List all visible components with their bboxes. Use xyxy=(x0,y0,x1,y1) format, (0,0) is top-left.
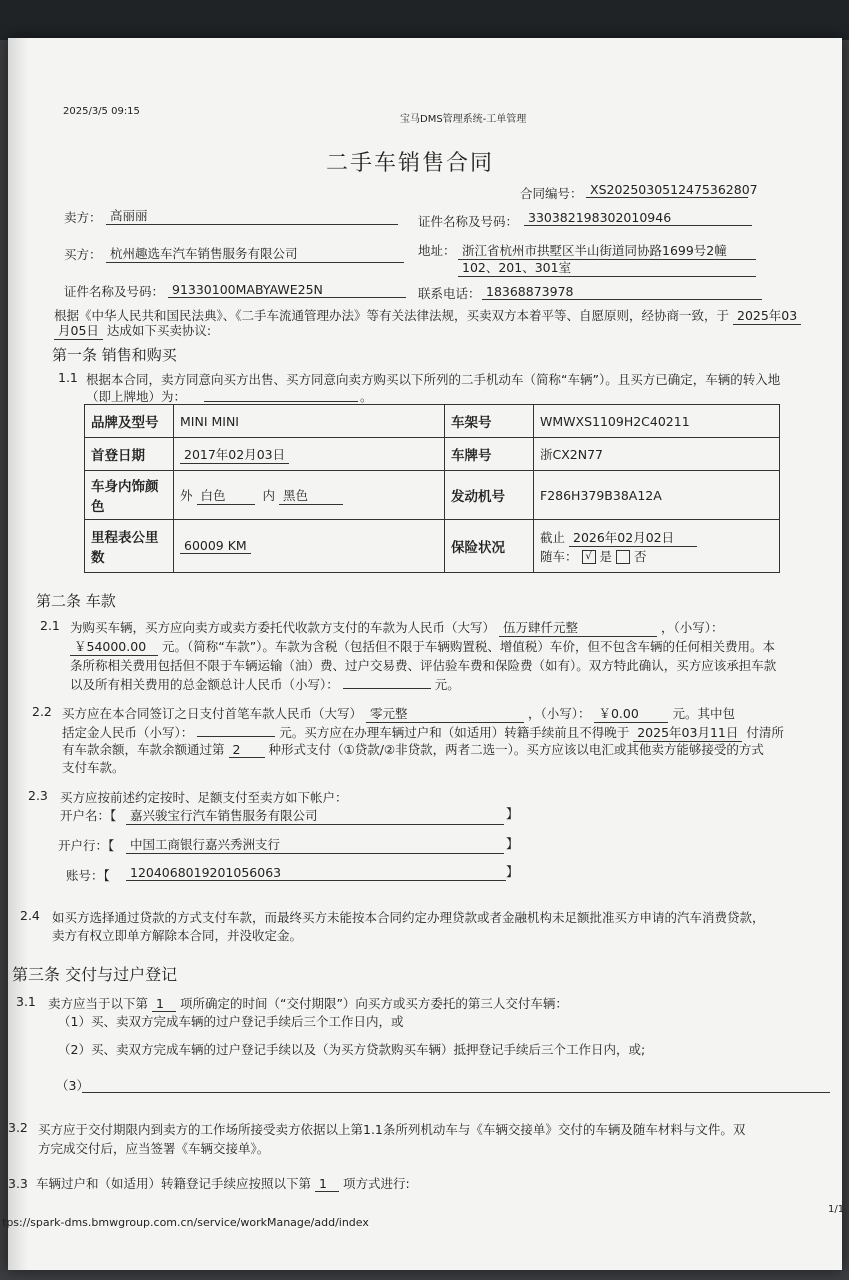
table-row xyxy=(85,438,780,471)
clause-2-2-a: 买方应在本合同签订之日支付首笔车款人民币（大写） xyxy=(62,706,363,721)
seller-id: 330382198302010946 xyxy=(524,210,752,226)
insurance-date: 2026年02月02日 xyxy=(569,528,697,547)
buyer-label: 买方： xyxy=(64,247,102,262)
account-no-label: 账号：【 xyxy=(66,868,110,883)
clause-2-2-line1 xyxy=(62,704,735,723)
exterior-color: 白色 xyxy=(197,486,255,505)
reg-date-cell xyxy=(174,438,445,471)
account-name: 嘉兴骏宝行汽车销售服务有限公司 xyxy=(126,806,504,825)
clause-2-3-no: 2.3 xyxy=(28,788,48,803)
transfer-option: 1 xyxy=(315,1176,339,1192)
clause-3-1-line1 xyxy=(48,994,568,1012)
interior-prefix: 内 xyxy=(262,487,275,503)
clause-3-1-no: 3.1 xyxy=(16,994,36,1009)
reg-date-label: 首登日期 xyxy=(85,438,174,471)
checkbox-no xyxy=(616,550,630,564)
phone: 18368873978 xyxy=(482,284,762,300)
article1-title: 第一条 销售和购买 xyxy=(52,346,177,364)
clause-1-1-end: 。 xyxy=(360,389,373,404)
system-title: 宝马DMS管理系统-工单管理 xyxy=(400,114,527,125)
clause-3-2-b: 方完成交付后，应当签署《车辆交接单》。 xyxy=(38,1141,270,1156)
engine-value: F286H379B38A12A xyxy=(534,471,780,520)
color-cell xyxy=(174,471,445,520)
clause-3-3-line xyxy=(36,1174,410,1192)
clause-2-2-b: 括定金人民币（小写）： xyxy=(62,725,194,740)
bracket-close: 】 xyxy=(506,836,519,851)
bracket-close: 】 xyxy=(506,864,519,879)
vin-label: 车架号 xyxy=(445,405,534,438)
article3-title: 第三条 交付与过户登记 xyxy=(12,965,178,984)
registration-place-blank xyxy=(204,387,358,402)
clause-2-1-d: 以及所有相关费用的总金额总计人民币（小写）： xyxy=(70,677,339,692)
clause-3-1-b: 项所确定的时间（“交付期限”）向买方或买方委托的第三人交付车辆： xyxy=(179,996,568,1011)
plate-label: 车牌号 xyxy=(445,438,534,471)
insurance-label: 保险状况 xyxy=(445,520,534,573)
delivery-option-3: （3） xyxy=(56,1078,89,1093)
print-datetime: 2025/3/5 09:15 xyxy=(63,106,140,117)
plate-value: 浙CX2N77 xyxy=(534,438,780,471)
with-car-label: 随车： xyxy=(540,548,578,564)
interior-color: 黑色 xyxy=(279,486,343,505)
clause-2-2-line3 xyxy=(62,740,764,758)
table-row xyxy=(85,405,780,438)
clause-2-4-a: 如买方选择通过贷款的方式支付车款，而最终买方未能按本合同约定办理贷款或者金融机构未足额批准买方申请的汽车消费贷款， xyxy=(52,910,765,925)
footer-url: tps://spark-dms.bmwgroup.com.cn/service/workManage/add/index xyxy=(2,1216,369,1229)
brand-label: 品牌及型号 xyxy=(85,405,174,438)
clause-3-1-a: 卖方应当于以下第 xyxy=(48,996,149,1011)
clause-2-2-no: 2.2 xyxy=(32,704,52,719)
phone-label: 联系电话： xyxy=(418,286,481,301)
clause-1-1-line1: 根据本合同，卖方同意向买方出售、买方同意向卖方购买以下所列的二手机动车（简称“车辆”）。且买方已确定，车辆的转入地 xyxy=(86,372,781,387)
preamble-end: 达成如下买卖协议: xyxy=(106,323,212,338)
clause-2-1-small: ，（小写）： xyxy=(660,620,724,635)
buyer-id: 91330100MABYAWE25N xyxy=(168,282,406,298)
clause-2-1-line2 xyxy=(70,637,775,656)
color-label: 车身内饰颜色 xyxy=(85,471,174,520)
first-payment-amount: ￥0.00 xyxy=(594,704,668,723)
clause-2-2-c2: 种形式支付（①贷款/②非贷款，两者二选一）。买方应该以电汇或其他卖方能够接受的方式 xyxy=(268,742,764,757)
preamble-line2 xyxy=(54,321,211,340)
mileage-cell xyxy=(174,520,445,573)
buyer-name: 杭州趣选车汽车销售服务有限公司 xyxy=(106,244,404,263)
yes-label: 是 xyxy=(599,548,612,564)
footer-page: 1/1 xyxy=(828,1204,845,1215)
clause-2-3-a: 买方应按前述约定按时、足额支付至卖方如下帐户： xyxy=(60,790,348,805)
clause-2-1-line4 xyxy=(70,674,460,693)
engine-label: 发动机号 xyxy=(445,471,534,520)
clause-3-2-a: 买方应于交付期限内到卖方的工作场所接受卖方依据以上第1.1条所列机动车与《车辆交接单》交付的车辆及随车材料与文件。双 xyxy=(38,1122,746,1137)
document-title: 二手车销售合同 xyxy=(326,151,495,176)
clause-2-2-b3: 付清所 xyxy=(746,725,784,740)
vehicle-table xyxy=(84,404,780,573)
contract-no: XS2025030512475362807 xyxy=(586,182,748,198)
clause-2-4-b: 卖方有权立即单方解除本合同，并没收定金。 xyxy=(52,928,303,943)
mileage-label: 里程表公里数 xyxy=(85,520,174,573)
clause-2-1-text: 为购买车辆，买方应向卖方或卖方委托代收款方支付的车款为人民币（大写） xyxy=(70,620,496,635)
total-amount-blank xyxy=(343,674,431,689)
address-line1: 浙江省杭州市拱墅区半山街道同协路1699号2幢 xyxy=(458,241,756,260)
clause-2-1-c: 条所称相关费用包括但不限于车辆运输（油）费、过户交易费、评估验车费和保险费（如有）。双方特此确认，买方应该承担车款 xyxy=(70,658,777,673)
insurance-cell xyxy=(534,520,780,573)
delivery-option-1: （1）买、卖双方完成车辆的过户登记手续后三个工作日内，或 xyxy=(58,1014,404,1029)
checkbox-yes: √ xyxy=(582,550,596,564)
clause-1-1-no: 1.1 xyxy=(58,370,78,385)
address-label: 地址： xyxy=(418,243,456,258)
clause-3-3-a: 车辆过户和（如适用）转籍登记手续应按照以下第 xyxy=(36,1176,312,1191)
clause-2-1-end: 元。 xyxy=(434,677,460,692)
article2-title: 第二条 车款 xyxy=(36,592,116,610)
no-label: 否 xyxy=(633,548,647,564)
delivery-option-2: （2）买、卖双方完成车辆的过户登记手续以及（为买方贷款购买车辆）抵押登记手续后三个工作日内，或; xyxy=(58,1042,646,1057)
preamble-date2: 月05日 xyxy=(54,321,103,340)
seller-id-label: 证件名称及号码： xyxy=(418,214,519,229)
account-bank: 中国工商银行嘉兴秀洲支行 xyxy=(126,835,504,854)
clause-1-1-line2: （即上牌地）为： xyxy=(86,389,187,404)
clause-2-2-c: 有车款余额，车款余额通过第 xyxy=(62,742,225,757)
insurance-prefix: 截止 xyxy=(540,529,566,545)
table-row xyxy=(85,471,780,520)
clause-2-2-line2 xyxy=(62,722,784,742)
address-line2: 102、201、301室 xyxy=(458,258,756,277)
clause-2-2-b2: 元。买方应在办理车辆过户和（如适用）转籍手续前且不得晚于 xyxy=(279,725,630,740)
clause-2-2-d: 支付车款。 xyxy=(62,760,125,775)
account-name-label: 开户名：【 xyxy=(60,808,117,823)
account-no: 1204068019201056063 xyxy=(126,865,506,881)
clause-2-2-a2: 元。其中包 xyxy=(672,706,735,721)
clause-2-1-b: 元。（简称“车款”）。车款为含税（包括但不限于车辆购置税、增值税）车价，但不包含车辆的任何相关费用。本 xyxy=(161,639,775,654)
clause-3-3-no: 3.3 xyxy=(8,1176,28,1191)
deposit-blank xyxy=(197,722,275,737)
clause-2-1-line1 xyxy=(70,618,724,637)
payment-method: 2 xyxy=(229,742,265,758)
mileage-value: 60009 KM xyxy=(180,538,251,554)
buyer-id-label: 证件名称及号码： xyxy=(64,284,165,299)
desk-background xyxy=(0,0,849,40)
delivery-option: 1 xyxy=(152,996,176,1012)
reg-date-value: 2017年02月03日 xyxy=(180,445,289,464)
clause-2-2-small: ，（小写）： xyxy=(527,706,591,721)
seller-name: 高丽丽 xyxy=(106,206,398,225)
price-uppercase: 伍万肆仟元整 xyxy=(499,618,657,637)
preamble-text: 根据《中华人民共和国民法典》、《二手车流通管理办法》等有关法律法规，买卖双方本着平等、自愿原则，经协商一致，于 xyxy=(54,308,730,323)
brand-value: MINI MINI xyxy=(174,405,445,438)
preamble-date: 2025年03 xyxy=(733,306,801,325)
delivery-option-3-blank xyxy=(82,1078,830,1093)
clause-3-3-b: 项方式进行: xyxy=(342,1176,410,1191)
account-bank-label: 开户行：【 xyxy=(58,838,115,853)
clause-2-4-no: 2.4 xyxy=(20,908,40,923)
vin-value: WMWXS1109H2C40211 xyxy=(534,405,780,438)
contract-no-label: 合同编号： xyxy=(520,186,583,201)
clause-2-1-no: 2.1 xyxy=(40,618,60,633)
bracket-close: 】 xyxy=(506,806,519,821)
seller-label: 卖方： xyxy=(64,210,102,225)
payment-deadline: 2025年03月11日 xyxy=(633,723,742,742)
price-amount: ￥54000.00 xyxy=(70,637,158,656)
contract-paper xyxy=(2,38,845,1270)
clause-3-2-no: 3.2 xyxy=(8,1120,28,1135)
table-row xyxy=(85,520,780,573)
first-payment-uppercase: 零元整 xyxy=(366,704,524,723)
exterior-prefix: 外 xyxy=(180,487,193,503)
